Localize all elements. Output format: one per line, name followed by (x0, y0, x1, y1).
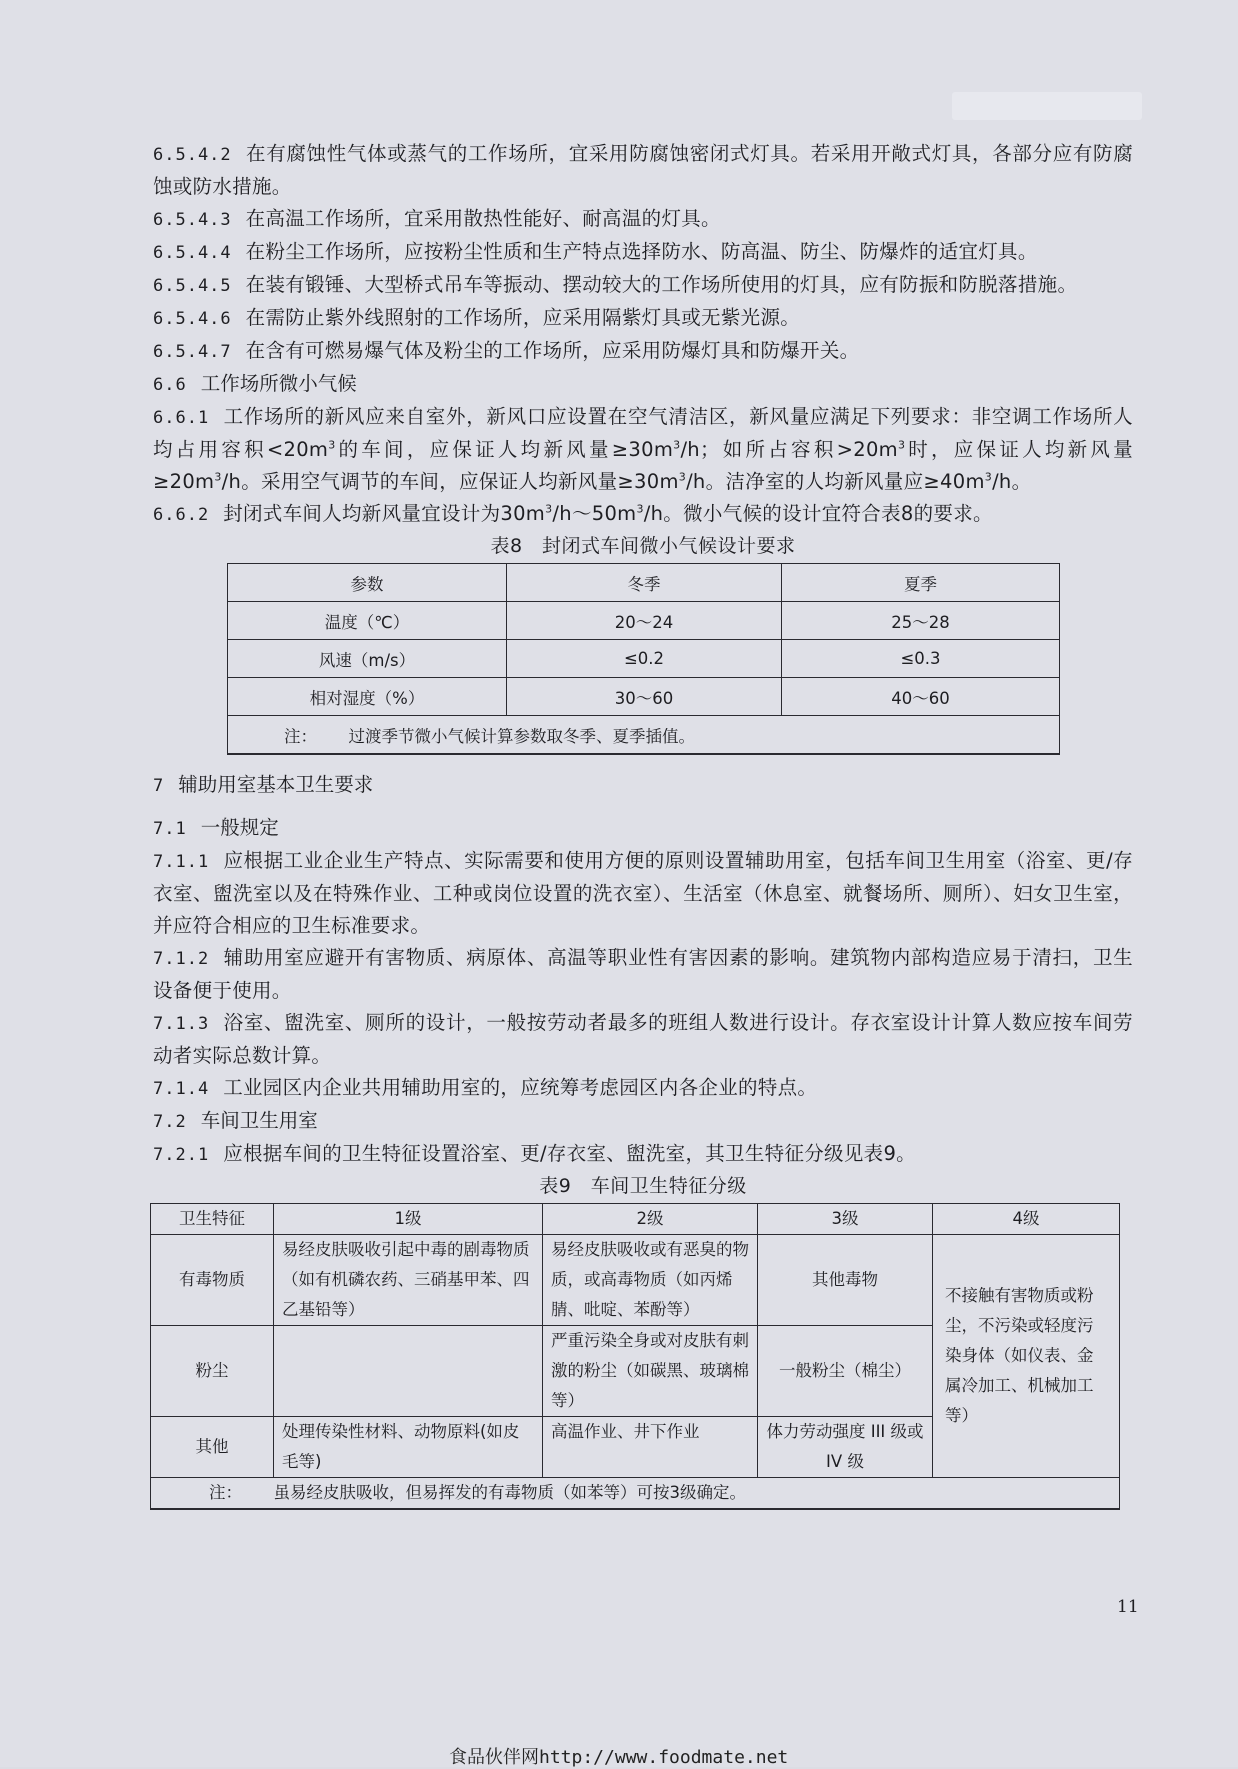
table9 (150, 1203, 1120, 1510)
table8-note-row (228, 716, 1060, 755)
table8-caption: 表8 封闭式车间微小气候设计要求 (490, 535, 796, 557)
table-row (228, 678, 1060, 716)
table9-cell (274, 1326, 543, 1417)
table8-cell: 30～60 (507, 678, 782, 716)
table9-cell: 易经皮肤吸收或有恶臭的物质，或高毒物质（如丙烯腈、吡啶、苯酚等） (543, 1235, 758, 1326)
table9-header-cell: 2级 (543, 1204, 758, 1235)
table9-header-cell: 卫生特征 (151, 1204, 274, 1235)
table9-cell: 体力劳动强度 III 级或 IV 级 (758, 1417, 933, 1478)
table9-note-row (151, 1478, 1120, 1510)
table9-caption: 表9 车间卫生特征分级 (539, 1175, 747, 1197)
table9-header-row (151, 1204, 1120, 1235)
table9-cell: 其他毒物 (758, 1235, 933, 1326)
table9-header-cell: 1级 (274, 1204, 543, 1235)
clause-6-6-1: 6.6.1 工作场所的新风应来自室外，新风口应设置在空气清洁区，新风量应满足下列要求：非空调工作场所人均占用容积$<20m^3$的车间，应保证人均新风量$\ge 30m^3/h$；如所占容积$>20m^3$时，应保证人均新风量$\ge 20m^3/h$。采用空气调节的车间，应保证人均新风量$\ge 30m^3/h$。洁净室的人均新风量应$\ge 40m^3/h$。 (153, 405, 1133, 493)
table-row (228, 640, 1060, 678)
clause-6-5-4-7: 6.5.4.7 在含有可燃易爆气体及粉尘的工作场所，应采用防爆灯具和防爆开关。 (153, 339, 860, 362)
page-number: 11 (1117, 1597, 1139, 1617)
section-7-2-heading: 7.2 车间卫生用室 (153, 1109, 318, 1132)
table8-cell: 风速（m/s） (228, 640, 507, 678)
table8-cell: 20～24 (507, 602, 782, 640)
table8-cell: 25～28 (782, 602, 1060, 640)
table8-header-cell: 参数 (228, 564, 507, 602)
clause-6-5-4-2: 6.5.4.2 在有腐蚀性气体或蒸气的工作场所，宜采用防腐蚀密闭式灯具。若采用开敞式灯具，各部分应有防腐蚀或防水措施。 (153, 142, 1133, 198)
table8-cell: ≤0.3 (782, 640, 1060, 678)
clause-6-5-4-4: 6.5.4.4 在粉尘工作场所，应按粉尘性质和生产特点选择防水、防高温、防尘、防爆炸的适宜灯具。 (153, 240, 1038, 263)
clause-6-5-4-3: 6.5.4.3 在高温工作场所，宜采用散热性能好、耐高温的灯具。 (153, 207, 721, 230)
table9-level4-cell: 不接触有害物质或粉尘，不污染或轻度污染身体（如仪表、金属冷加工、机械加工等） (933, 1235, 1120, 1478)
table9-cell: 高温作业、井下作业 (543, 1417, 758, 1478)
table-row (151, 1235, 1120, 1326)
clause-7-2-1: 7.2.1 应根据车间的卫生特征设置浴室、更/存衣室、盥洗室，其卫生特征分级见表9。 (153, 1142, 916, 1165)
section-7-heading: 7 辅助用室基本卫生要求 (153, 773, 374, 796)
table9-cell: 处理传染性材料、动物原料(如皮毛等) (274, 1417, 543, 1478)
table8-header-cell: 夏季 (782, 564, 1060, 602)
table9-header-cell: 4级 (933, 1204, 1120, 1235)
clause-7-1-4: 7.1.4 工业园区内企业共用辅助用室的，应统筹考虑园区内各企业的特点。 (153, 1076, 818, 1099)
table9-cell: 一般粉尘（棉尘） (758, 1326, 933, 1417)
clause-7-1-1: 7.1.1 应根据工业企业生产特点、实际需要和使用方便的原则设置辅助用室，包括车间卫生用室（浴室、更/存衣室、盥洗室以及在特殊作业、工种或岗位设置的洗衣室）、生活室（休息室、就餐场所、厕所）、妇女卫生室，并应符合相应的卫生标准要求。 (153, 849, 1133, 937)
clause-7-1-3: 7.1.3 浴室、盥洗室、厕所的设计，一般按劳动者最多的班组人数进行设计。存衣室设计计算人数应按车间劳动者实际总数计算。 (153, 1011, 1133, 1067)
section-7-1-heading: 7.1 一般规定 (153, 816, 279, 839)
table8-header-row (228, 564, 1060, 602)
table8 (227, 563, 1060, 755)
clause-6-5-4-6: 6.5.4.6 在需防止紫外线照射的工作场所，应采用隔紫灯具或无紫光源。 (153, 306, 801, 329)
table8-cell: 温度（℃） (228, 602, 507, 640)
table9-note: 注： 虽易经皮肤吸收，但易挥发的有毒物质（如苯等）可按3级确定。 (151, 1478, 1120, 1510)
table8-note: 注： 过渡季节微小气候计算参数取冬季、夏季插值。 (228, 716, 1060, 755)
table8-cell: 相对湿度（%） (228, 678, 507, 716)
table-row (228, 602, 1060, 640)
table8-header-cell: 冬季 (507, 564, 782, 602)
table8-cell: ≤0.2 (507, 640, 782, 678)
table8-cell: 40～60 (782, 678, 1060, 716)
table9-cell: 有毒物质 (151, 1235, 274, 1326)
clause-6-6-2: 6.6.2 封闭式车间人均新风量宜设计为$30m^3/h\sim 50m^3/h$。微小气候的设计宜符合表8的要求。 (153, 502, 993, 525)
table9-cell: 其他 (151, 1417, 274, 1478)
clause-6-5-4-5: 6.5.4.5 在装有锻锤、大型桥式吊车等振动、摆动较大的工作场所使用的灯具，应有防振和防脱落措施。 (153, 273, 1078, 296)
clause-7-1-2: 7.1.2 辅助用室应避开有害物质、病原体、高温等职业性有害因素的影响。建筑物内部构造应易于清扫，卫生设备便于使用。 (153, 946, 1133, 1002)
table9-cell: 粉尘 (151, 1326, 274, 1417)
table9-cell: 易经皮肤吸收引起中毒的剧毒物质（如有机磷农药、三硝基甲苯、四乙基铅等） (274, 1235, 543, 1326)
table9-header-cell: 3级 (758, 1204, 933, 1235)
table9-cell: 严重污染全身或对皮肤有刺激的粉尘（如碳黑、玻璃棉等） (543, 1326, 758, 1417)
section-6-6-heading: 6.6 工作场所微小气候 (153, 372, 357, 395)
scan-artifact-strip (952, 92, 1142, 120)
page-content (153, 138, 1133, 1510)
footer-watermark: 食品伙伴网http://www.foodmate.net (449, 1747, 789, 1768)
